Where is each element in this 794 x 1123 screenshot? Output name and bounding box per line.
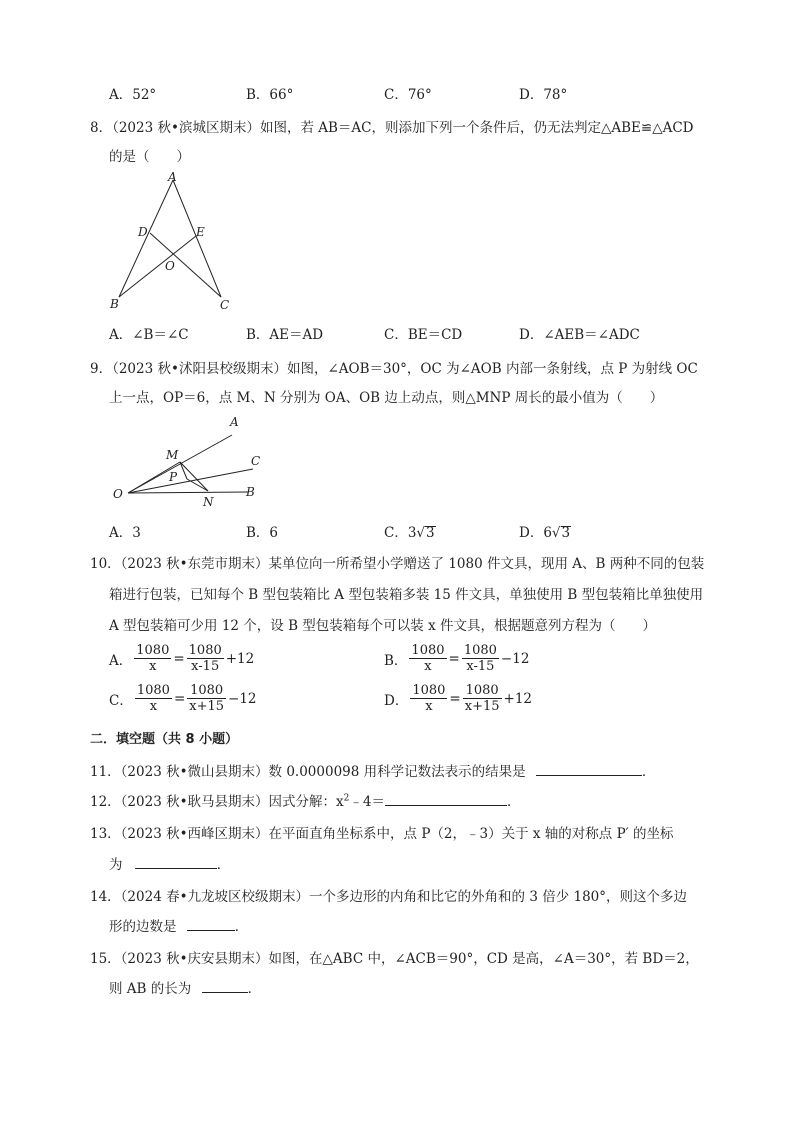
q10-option-c[interactable] [109, 683, 257, 714]
q8-option-d[interactable]: D．∠AEB＝∠ADC [519, 327, 640, 343]
q7-option-d[interactable]: D．78° [519, 87, 568, 103]
q9-option-a[interactable]: A．3 [109, 525, 141, 541]
denominator: x-15 [466, 659, 495, 674]
q8-figure [105, 168, 240, 313]
q13-stem-line2: 为 [109, 857, 123, 873]
q9-label-o: O [113, 487, 123, 501]
option-tail: −12 [500, 650, 530, 667]
fraction [134, 643, 171, 674]
q8-option-b[interactable]: B．AE＝AD [246, 327, 324, 343]
q9-label-p: P [169, 470, 178, 484]
q9-label-b: B [246, 485, 255, 499]
option-letter: B． [384, 652, 408, 669]
q10-option-b[interactable] [384, 643, 529, 674]
fraction [463, 683, 502, 714]
q15-line2 [109, 977, 261, 997]
option-letter: D． [384, 692, 409, 709]
fraction [187, 683, 226, 714]
q9-option-d-radicand: 3 [561, 525, 571, 541]
q9-figure [108, 410, 278, 510]
option-tail: +12 [225, 650, 255, 667]
radical-sign: √ [551, 525, 561, 541]
denominator: x+15 [464, 699, 500, 714]
q14-answer-blank[interactable] [187, 916, 235, 931]
q9-stem-line2: 上一点，OP＝6，点 M、N 分别为 OA、OB 边上动点，则△MNP 周长的最小值为（ ） [109, 390, 664, 406]
q10-option-a[interactable] [109, 643, 254, 674]
q7-option-c[interactable]: C．76° [384, 87, 432, 103]
q11-answer-blank[interactable] [536, 761, 642, 776]
q14-stem-line2: 形的边数是 [109, 919, 177, 935]
q10-stem-line3: A 型包装箱可少用 12 个，设 B 型包装箱每个可以装 x 件文具，根据题意列方程为（ ） [109, 618, 656, 634]
q15-answer-blank[interactable] [202, 978, 248, 993]
q13-answer-blank[interactable] [135, 854, 217, 869]
q9-label-a: A [230, 415, 239, 429]
q13-end: ． [216, 857, 231, 873]
q9-option-d[interactable] [519, 521, 571, 541]
numerator: 1080 [463, 683, 502, 699]
q7-option-b[interactable]: B．66° [246, 87, 294, 103]
q12-exponent: 2 [343, 793, 350, 804]
q8-label-d: D [138, 225, 148, 239]
q9-option-d-coef: D．6 [519, 525, 552, 541]
numerator: 1080 [411, 643, 445, 658]
q9-option-c-coef: C．3 [384, 525, 417, 541]
q9-option-c[interactable] [384, 521, 436, 541]
q8-stem-line2: 的是（ ） [109, 149, 190, 165]
q10-stem-line1: 10．（2023 秋•东莞市期末）某单位向一所希望小学赠送了 1080 件文具，现用 A、B 两种不同的包装 [90, 556, 705, 572]
option-letter: A． [109, 652, 133, 669]
q10-option-d[interactable] [384, 683, 532, 714]
q8-option-c[interactable]: C．BE＝CD [384, 327, 463, 343]
fraction [187, 643, 224, 674]
q15-end: ． [247, 981, 262, 997]
q11-stem: 11．（2023 秋•微山县期末）数 0.0000098 用科学记数法表示的结果是 [90, 764, 526, 780]
fraction [410, 683, 447, 714]
numerator: 1080 [136, 643, 170, 658]
q9-label-m: M [166, 448, 179, 462]
q12-end: ． [506, 794, 521, 810]
fraction [135, 683, 172, 714]
q12-stem-rest: ﹣4＝ [349, 794, 385, 810]
q13-line2 [109, 853, 230, 873]
equals-sign: = [448, 650, 460, 667]
q9-label-n: N [203, 495, 214, 509]
q8-label-o: O [165, 259, 175, 273]
numerator: 1080 [187, 683, 226, 699]
equals-sign: = [173, 650, 185, 667]
q8-label-b: B [110, 297, 119, 311]
numerator: 1080 [136, 683, 170, 698]
q14-end: ． [234, 919, 249, 935]
q15-stem-line2: 则 AB 的长为 [109, 981, 192, 997]
denominator: x+15 [189, 699, 225, 714]
q8-stem-line1: 8．（2023 秋•滨城区期末）如图，若 AB＝AC，则添加下列一个条件后，仍无法判定△ABE≌△ACD [90, 120, 694, 136]
q15-stem-line1: 15．（2023 秋•庆安县期末）如图，在△ABC 中，∠ACB＝90°，CD 是高，∠A＝30°，若 BD＝2， [90, 951, 699, 967]
denominator: x [149, 699, 158, 714]
numerator: 1080 [188, 643, 222, 658]
q12-answer-blank[interactable] [385, 791, 507, 806]
q12-stem: 12．（2023 秋•耿马县期末）因式分解：x [90, 794, 344, 810]
q11 [90, 760, 655, 780]
denominator: x [424, 659, 432, 674]
q11-end: ． [641, 764, 656, 780]
option-tail: −12 [228, 690, 257, 707]
q8-label-e: E [196, 225, 205, 239]
numerator: 1080 [463, 643, 497, 658]
q9-stem-line1: 9．（2023 秋•沭阳县校级期末）如图，∠AOB＝30°，OC 为∠AOB 内部一条射线，点 P 为射线 OC [90, 361, 698, 377]
denominator: x [425, 699, 433, 714]
q7-option-a[interactable]: A．52° [109, 87, 157, 103]
q8-label-a: A [168, 170, 177, 184]
q13-stem-line1: 13．（2023 秋•西峰区期末）在平面直角坐标系中，点 P（2，﹣3）关于 x 轴的对称点 P′ 的坐标 [90, 826, 674, 842]
equals-sign: = [173, 690, 186, 707]
q14-line2 [109, 915, 248, 935]
q9-option-c-radicand: 3 [426, 525, 435, 541]
denominator: x [149, 659, 157, 674]
q8-label-c: C [220, 298, 230, 312]
q10-stem-line2: 箱进行包装，已知每个 B 型包装箱比 A 型包装箱多装 15 件文具，单独使用 B 型包装箱比单独使用 [109, 587, 704, 603]
q12 [90, 790, 520, 810]
q9-label-c: C [251, 454, 261, 468]
option-tail: +12 [503, 690, 533, 707]
fraction [462, 643, 499, 674]
q14-stem-line1: 14．（2024 春•九龙坡区校级期末）一个多边形的内角和比它的外角和的 3 倍少 180°，则这个多边 [90, 889, 688, 905]
q9-option-b[interactable]: B．6 [246, 525, 279, 541]
q8-option-a[interactable]: A．∠B＝∠C [109, 327, 189, 343]
equals-sign: = [449, 690, 461, 707]
fraction [409, 643, 446, 674]
radical-sign: √ [416, 525, 426, 541]
option-letter: C． [109, 692, 133, 709]
denominator: x-15 [191, 659, 220, 674]
numerator: 1080 [412, 683, 446, 698]
section-heading-fill-in: 二．填空题（共 8 小题） [90, 732, 239, 747]
